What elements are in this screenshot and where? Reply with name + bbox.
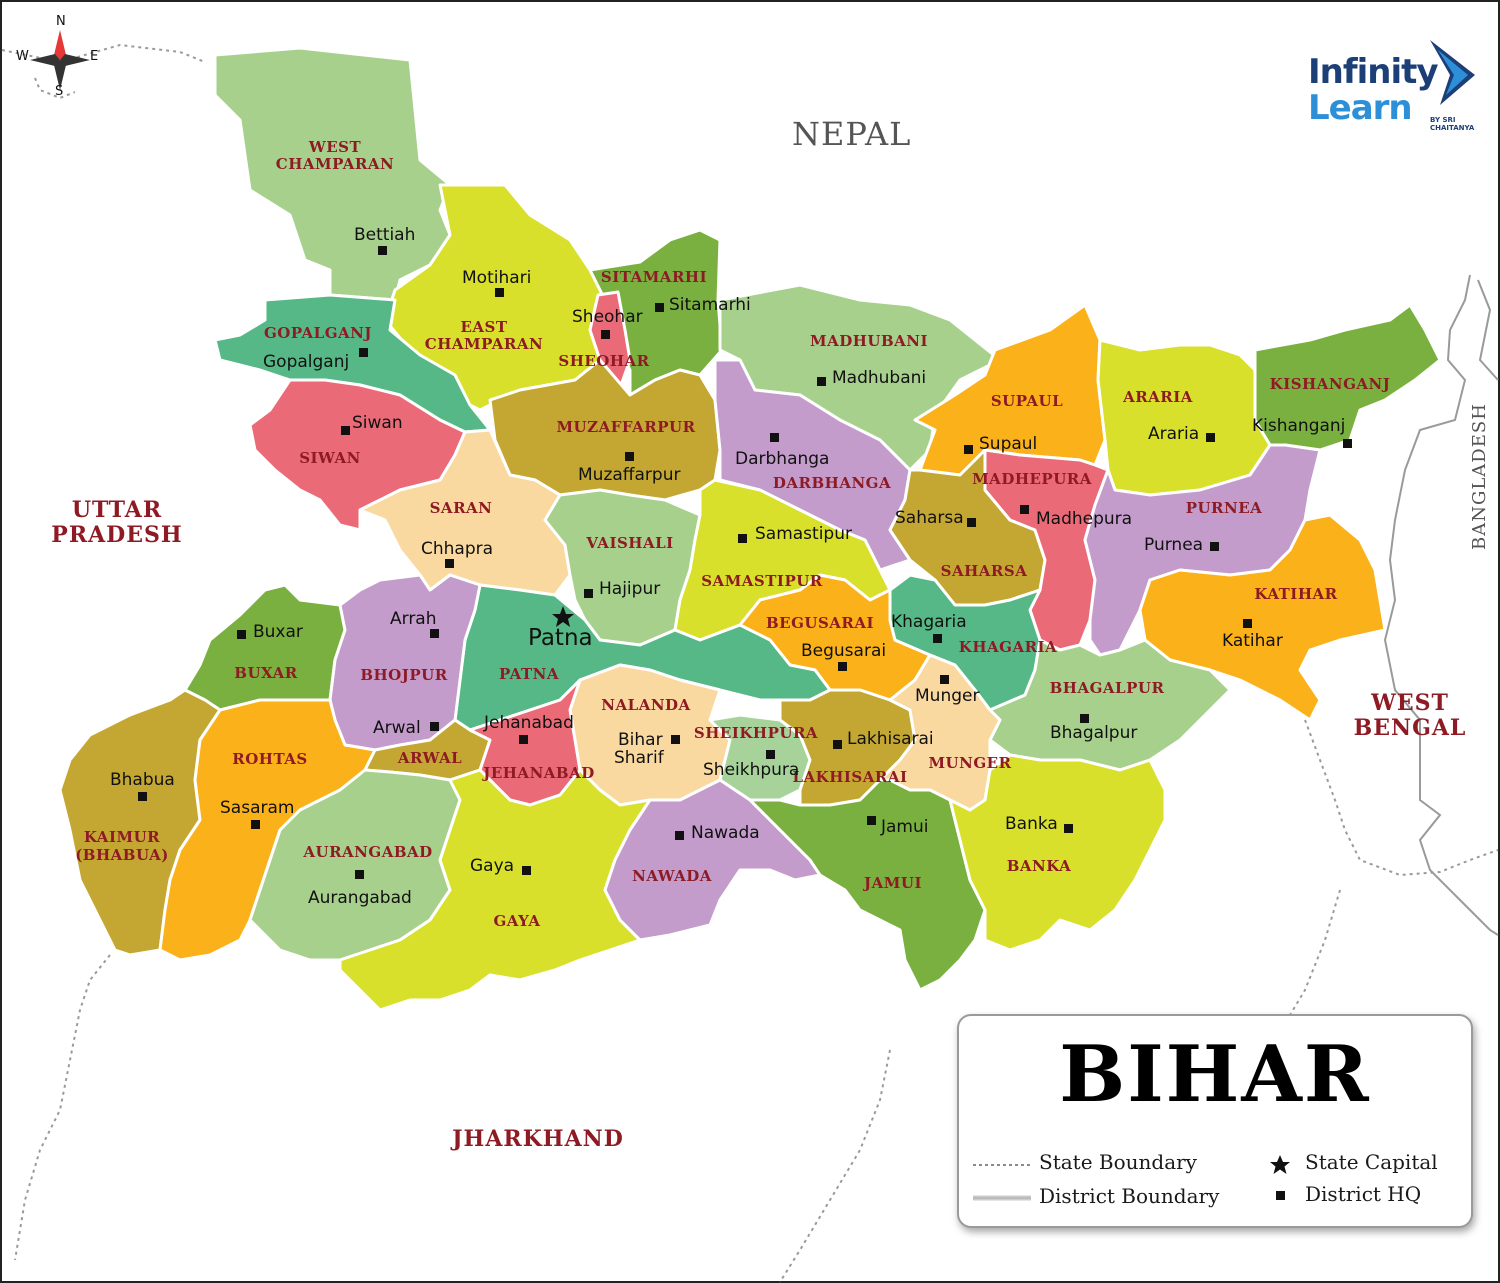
hq-sheohar: Sheohar bbox=[572, 307, 643, 327]
hq-siwan: Siwan bbox=[352, 413, 403, 433]
hq-marker bbox=[251, 820, 260, 829]
label-kaimur-2: (BHABUA) bbox=[75, 846, 169, 864]
hq-marker bbox=[817, 377, 826, 386]
hq-gopalganj: Gopalganj bbox=[263, 352, 350, 372]
hq-arrah: Arrah bbox=[390, 609, 437, 629]
compass-w: W bbox=[16, 49, 29, 64]
label-darbhanga: DARBHANGA bbox=[772, 474, 892, 492]
hq-marker bbox=[430, 629, 439, 638]
hq-marker bbox=[138, 792, 147, 801]
hq-marker bbox=[1020, 505, 1029, 514]
hq-marker bbox=[625, 452, 634, 461]
hq-hajipur: Hajipur bbox=[599, 579, 661, 599]
hq-marker bbox=[867, 816, 876, 825]
label-patna: PATNA bbox=[498, 665, 560, 683]
hq-banka: Banka bbox=[1005, 814, 1058, 834]
hq-marker bbox=[766, 750, 775, 759]
state-capital-star-icon bbox=[1269, 1154, 1291, 1176]
label-lakhisarai: LAKHISARAI bbox=[792, 768, 908, 786]
hq-arwal: Arwal bbox=[373, 718, 421, 738]
label-jehanabad: JEHANABAD bbox=[483, 764, 595, 782]
hq-marker bbox=[378, 246, 387, 255]
label-munger: MUNGER bbox=[928, 754, 1012, 772]
label-supaul: SUPAUL bbox=[990, 392, 1064, 410]
neighbour-up-line2: PRADESH bbox=[51, 522, 183, 548]
hq-araria: Araria bbox=[1148, 424, 1200, 444]
hq-supaul: Supaul bbox=[979, 434, 1038, 454]
label-siwan: SIWAN bbox=[299, 449, 361, 467]
hq-marker bbox=[1343, 439, 1352, 448]
hq-khagaria: Khagaria bbox=[891, 612, 967, 632]
hq-marker bbox=[341, 426, 350, 435]
hq-marker bbox=[838, 662, 847, 671]
hq-marker bbox=[1064, 824, 1073, 833]
label-bhojpur: BHOJPUR bbox=[360, 666, 448, 684]
map-title: BIHAR bbox=[1059, 1029, 1371, 1120]
hq-motihari: Motihari bbox=[462, 268, 532, 288]
logo-line-2: Learn bbox=[1308, 88, 1412, 128]
label-samastipur: SAMASTIPUR bbox=[701, 572, 823, 590]
hq-bettiah: Bettiah bbox=[354, 225, 416, 245]
label-muzaffarpur: MUZAFFARPUR bbox=[556, 418, 696, 436]
legend-panel bbox=[957, 1014, 1473, 1228]
hq-marker bbox=[237, 630, 246, 639]
hq-marker bbox=[833, 740, 842, 749]
label-sheohar: SHEOHAR bbox=[558, 352, 650, 370]
hq-bhabua: Bhabua bbox=[110, 770, 175, 790]
legend-state-boundary: State Boundary bbox=[1039, 1150, 1197, 1174]
hq-sitamarhi: Sitamarhi bbox=[669, 295, 751, 315]
hq-aurangabad: Aurangabad bbox=[308, 888, 412, 908]
hq-marker bbox=[359, 348, 368, 357]
label-araria: ARARIA bbox=[1123, 388, 1193, 406]
hq-sheikhpura: Sheikhpura bbox=[703, 760, 800, 780]
hq-marker bbox=[519, 735, 528, 744]
hq-purnea: Purnea bbox=[1144, 535, 1204, 555]
hq-nawada: Nawada bbox=[691, 823, 760, 843]
hq-madhepura: Madhepura bbox=[1036, 509, 1133, 529]
hq-marker bbox=[964, 445, 973, 454]
hq-munger: Munger bbox=[915, 686, 980, 706]
label-kaimur-1: KAIMUR bbox=[83, 828, 161, 846]
hq-begusarai: Begusarai bbox=[801, 641, 887, 661]
compass-n: N bbox=[56, 14, 66, 29]
hq-sasaram: Sasaram bbox=[220, 798, 295, 818]
label-aurangabad: AURANGABAD bbox=[303, 843, 433, 861]
label-east-champaran-2: CHAMPARAN bbox=[424, 335, 544, 353]
label-sitamarhi: SITAMARHI bbox=[600, 268, 708, 286]
hq-marker bbox=[738, 534, 747, 543]
hq-marker bbox=[1206, 433, 1215, 442]
neighbour-up-line1: UTTAR bbox=[71, 497, 163, 523]
neighbour-bangladesh: BANGLADESH bbox=[1469, 403, 1490, 550]
hq-patna: Patna bbox=[528, 625, 593, 651]
label-nawada: NAWADA bbox=[632, 867, 712, 885]
logo-line-1: Infinity bbox=[1308, 52, 1438, 92]
label-rohtas: ROHTAS bbox=[232, 750, 308, 768]
hq-marker bbox=[933, 634, 942, 643]
hq-marker bbox=[445, 559, 454, 568]
hq-marker bbox=[770, 433, 779, 442]
label-west-champaran-1: WEST bbox=[308, 138, 362, 156]
hq-kishanganj: Kishanganj bbox=[1252, 416, 1346, 436]
label-saran: SARAN bbox=[429, 499, 493, 517]
hq-madhubani: Madhubani bbox=[832, 368, 927, 388]
label-khagaria: KHAGARIA bbox=[958, 638, 1058, 656]
hq-marker bbox=[967, 518, 976, 527]
label-buxar: BUXAR bbox=[234, 664, 298, 682]
label-arwal: ARWAL bbox=[397, 749, 463, 767]
hq-marker bbox=[1080, 714, 1089, 723]
hq-gaya: Gaya bbox=[470, 856, 515, 876]
hq-bihar-sharif-2: Sharif bbox=[614, 748, 664, 768]
label-purnea: PURNEA bbox=[1185, 499, 1263, 517]
label-begusarai: BEGUSARAI bbox=[765, 614, 875, 632]
label-saharsa: SAHARSA bbox=[940, 562, 1028, 580]
neighbour-wb-line2: BENGAL bbox=[1353, 715, 1467, 741]
hq-marker bbox=[522, 866, 531, 875]
label-sheikhpura: SHEIKHPURA bbox=[693, 724, 819, 742]
hq-marker bbox=[1243, 619, 1252, 628]
neighbour-nepal: NEPAL bbox=[792, 115, 912, 153]
hq-marker bbox=[671, 735, 680, 744]
label-katihar: KATIHAR bbox=[1254, 585, 1338, 603]
hq-buxar: Buxar bbox=[253, 622, 303, 642]
hq-saharsa: Saharsa bbox=[895, 508, 964, 528]
state-boundary-swatch bbox=[973, 1160, 1033, 1170]
label-west-champaran-2: CHAMPARAN bbox=[275, 155, 395, 173]
hq-bhagalpur: Bhagalpur bbox=[1050, 723, 1138, 743]
district-araria[interactable] bbox=[1098, 340, 1270, 495]
hq-chhapra: Chhapra bbox=[421, 539, 494, 559]
compass-s: S bbox=[55, 84, 64, 99]
hq-marker bbox=[675, 831, 684, 840]
neighbour-jharkhand: JHARKHAND bbox=[452, 1126, 624, 1152]
hq-katihar: Katihar bbox=[1222, 631, 1283, 651]
legend-state-capital: State Capital bbox=[1305, 1150, 1438, 1174]
hq-darbhanga: Darbhanga bbox=[735, 449, 830, 469]
hq-muzaffarpur: Muzaffarpur bbox=[578, 465, 681, 485]
neighbour-wb-line1: WEST bbox=[1371, 690, 1449, 716]
label-madhepura: MADHEPURA bbox=[972, 470, 1092, 488]
label-bhagalpur: BHAGALPUR bbox=[1049, 679, 1165, 697]
hq-marker bbox=[584, 589, 593, 598]
hq-marker bbox=[601, 330, 610, 339]
legend-district-hq: District HQ bbox=[1305, 1182, 1422, 1206]
hq-marker bbox=[655, 303, 664, 312]
hq-marker bbox=[355, 870, 364, 879]
label-jamui: JAMUI bbox=[864, 874, 922, 892]
hq-marker bbox=[430, 722, 439, 731]
district-hq-square-icon bbox=[1275, 1190, 1287, 1202]
hq-samastipur: Samastipur bbox=[755, 524, 852, 544]
label-gopalganj: GOPALGANJ bbox=[263, 324, 373, 342]
label-nalanda: NALANDA bbox=[601, 696, 691, 714]
hq-marker bbox=[940, 675, 949, 684]
hq-marker bbox=[495, 288, 504, 297]
label-gaya: GAYA bbox=[493, 912, 541, 930]
district-boundary-swatch bbox=[973, 1193, 1033, 1203]
logo-line-3: BY SRI CHAITANYA bbox=[1430, 116, 1475, 132]
hq-jehanabad: Jehanabad bbox=[484, 713, 574, 733]
label-banka: BANKA bbox=[1006, 857, 1072, 875]
compass-e: E bbox=[90, 49, 99, 64]
label-east-champaran-1: EAST bbox=[460, 318, 508, 336]
hq-lakhisarai: Lakhisarai bbox=[847, 729, 934, 749]
infinity-learn-logo bbox=[1300, 30, 1490, 130]
label-vaishali: VAISHALI bbox=[586, 534, 674, 552]
label-madhubani: MADHUBANI bbox=[809, 332, 929, 350]
label-kishanganj: KISHANGANJ bbox=[1269, 375, 1391, 393]
hq-jamui: Jamui bbox=[881, 817, 929, 837]
hq-bihar-sharif-1: Bihar bbox=[618, 730, 663, 750]
hq-marker bbox=[1210, 542, 1219, 551]
legend-district-boundary: District Boundary bbox=[1039, 1184, 1220, 1208]
